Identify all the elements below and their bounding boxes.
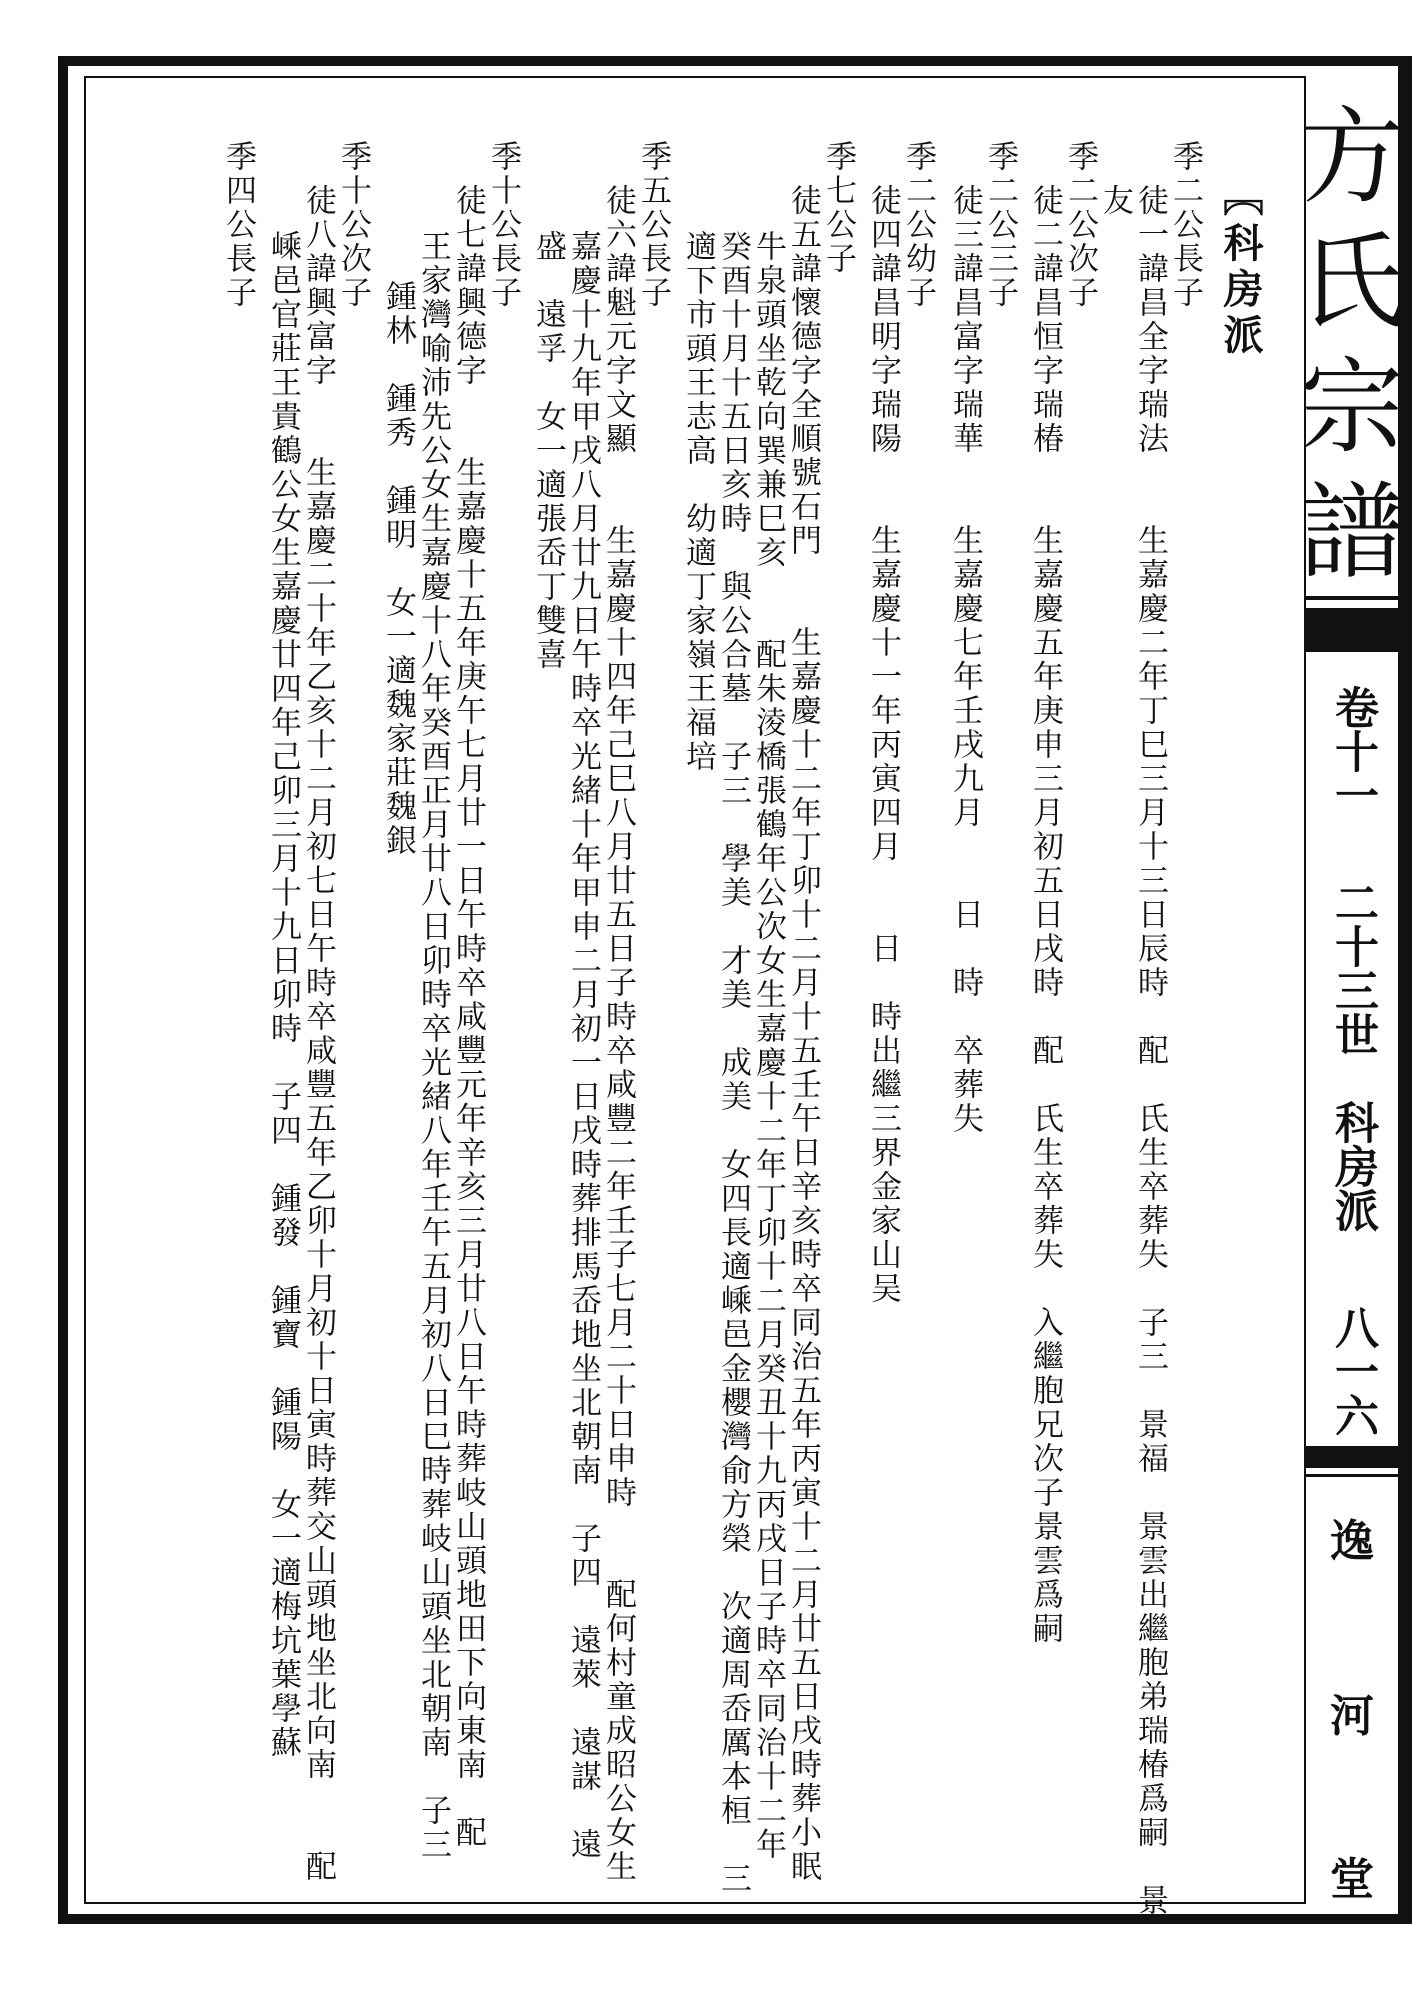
- hall-char: 堂: [1330, 1854, 1374, 1905]
- title-char: 譜: [1300, 471, 1405, 593]
- text-column: 嘉慶十九年甲戌八月廿九日午時卒光緒十年甲申二月初一日戌時葬排馬岙地坐北朝南 子四 遠萊 遠謀 遠: [565, 230, 601, 1862]
- hall-char: 河: [1330, 1691, 1374, 1742]
- text-column: 友: [1097, 184, 1133, 218]
- text-column: 鍾林 鍾秀 鍾明 女一適魏家莊魏銀: [380, 280, 416, 858]
- generation-label: 二十三世: [1327, 880, 1378, 1056]
- text-column: 徒五諱懷德字全順號石門 生嘉慶十二年丁卯十二月十五壬午日辛亥時卒同治五年丙寅十二月廿五日戌時葬小眠: [785, 184, 821, 1884]
- text-column: 季二公幼子: [900, 140, 936, 310]
- section-title: 〖科房派: [1217, 176, 1264, 360]
- title-char: 氏: [1300, 221, 1405, 343]
- spine-rule: [1306, 596, 1398, 600]
- text-column: 徒八諱興富字 生嘉慶二十年乙亥十二月初七日午時卒咸豐五年乙卯十月初十日寅時葬交山頭地坐北向南 配: [300, 184, 336, 1884]
- branch-label: 科房派: [1327, 1100, 1378, 1232]
- spine-rule-lower: [1306, 1474, 1398, 1477]
- text-column: 盛 遠孚 女一適張岙丁雙喜: [530, 230, 566, 672]
- text-column: 季七公子: [820, 140, 856, 276]
- page-number: 八一六: [1327, 1305, 1378, 1437]
- text-column: 徒二諱昌恒字瑞椿 生嘉慶五年庚申三月初五日戌時 配 氏生卒葬失 入繼胞兄次子景雲爲嗣: [1027, 184, 1063, 1646]
- title-char: 方: [1300, 96, 1405, 218]
- text-column: 王家灣喻沛先公女生嘉慶十八年癸酉正月廿八日卯時卒光緒八年壬午五月初八日巳時葬岐山頭坐北朝南 子三: [415, 230, 451, 1862]
- text-column: 季十公長子: [485, 140, 521, 310]
- text-column: 徒七諱興德字 生嘉慶十五年庚午七月廿一日午時卒咸豐元年辛亥三月廿八日午時葬岐山頭地田下向東南 配: [450, 184, 486, 1850]
- text-column: 季二公長子: [1167, 140, 1203, 310]
- text-column: 牛泉頭坐乾向巽兼巳亥 配朱淩橋張鶴年公次女生嘉慶十二年丁卯十二月癸丑十九丙戌日子時卒同治十二年: [750, 230, 786, 1862]
- text-column: 徒一諱昌全字瑞法 生嘉慶二年丁巳三月十三日辰時 配 氏生卒葬失 子三 景福 景雲出繼胞弟瑞椿爲嗣 景: [1132, 184, 1168, 1918]
- text-column: 徒三諱昌富字瑞華 生嘉慶七年壬戌九月 日 時 卒葬失: [947, 184, 983, 1136]
- text-column: 癸酉十月十五日亥時 與公合墓 子三 學美 才美 成美 女四長適嵊邑金櫻灣俞方榮 次適周岙厲本桓 三: [715, 230, 751, 1896]
- text-column: 季二公次子: [1062, 140, 1098, 310]
- spine-black-bar-lower: [1306, 1446, 1398, 1468]
- text-column: 徒四諱昌明字瑞陽 生嘉慶十一年丙寅四月 日 時出繼三界金家山吴: [865, 184, 901, 1306]
- text-column: 嵊邑官莊王貴鶴公女生嘉慶廿四年己卯三月十九日卯時 子四 鍾發 鍾寶 鍾陽 女一適梅坑葉學蘇: [265, 230, 301, 1760]
- title-char: 宗: [1300, 346, 1405, 468]
- text-column: 季四公長子: [220, 140, 256, 310]
- text-column: 適下市頭王志高 幼適丁家嶺王福培: [680, 230, 716, 774]
- text-column: 季十公次子: [335, 140, 371, 310]
- text-column: 徒六諱魁元字文顯 生嘉慶十四年己巳八月廿五日子時卒咸豐二年壬子七月二十日申時 配何村童成昭公女生: [600, 184, 636, 1884]
- volume-label: 卷十一: [1327, 685, 1378, 817]
- text-column: 季二公三子: [982, 140, 1018, 310]
- spine-black-bar: [1306, 608, 1398, 652]
- book-title: [1300, 95, 1405, 595]
- text-column: 季五公長子: [635, 140, 671, 310]
- hall-char: 逸: [1330, 1516, 1374, 1567]
